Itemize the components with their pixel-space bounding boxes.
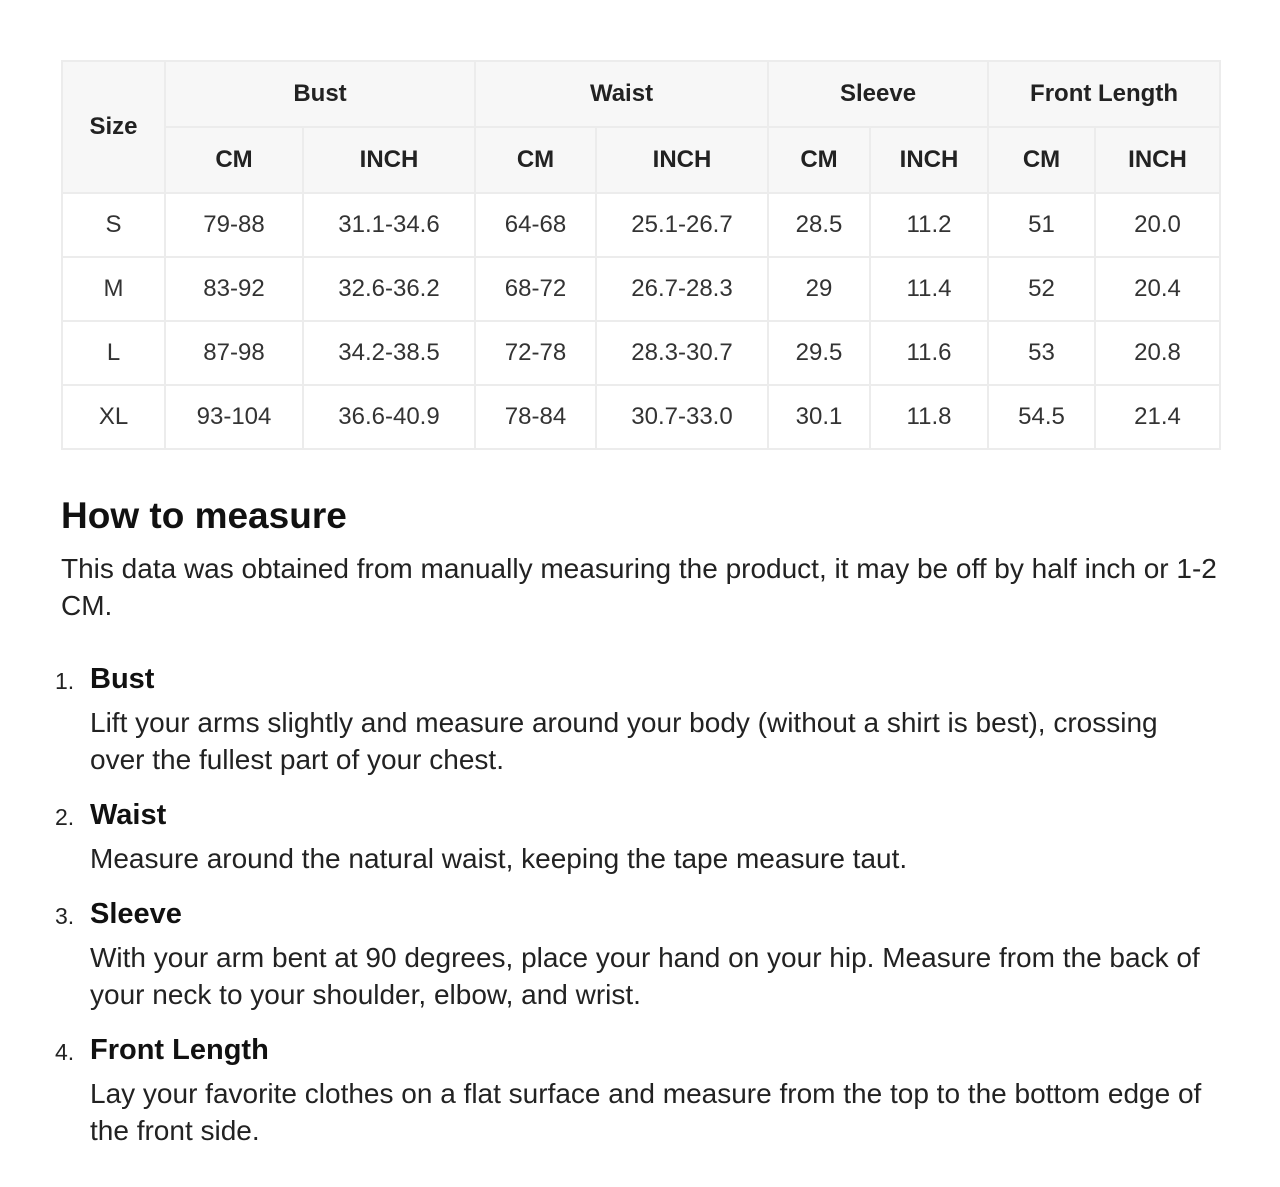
list-item-number: 4.	[55, 1039, 75, 1065]
waist-cm-header: CM	[475, 127, 596, 193]
size-column-header: Size	[62, 61, 165, 193]
table-row	[62, 321, 1220, 385]
list-item-description: Lift your arms slightly and measure around your body (without a shirt is best), crossing over the fullest part of your chest.	[90, 707, 1158, 775]
sleeve-cm-cell: 29	[768, 257, 870, 321]
front-length-group-header: Front Length	[988, 61, 1220, 127]
sleeve-cm-cell: 29.5	[768, 321, 870, 385]
bust-cm-header: CM	[165, 127, 303, 193]
front-length-inch-cell: 20.8	[1095, 321, 1220, 385]
size-cell: S	[62, 193, 165, 257]
bust-inch-cell: 34.2-38.5	[303, 321, 475, 385]
sleeve-inch-cell: 11.8	[870, 385, 988, 449]
list-item	[55, 662, 1219, 778]
list-item	[55, 798, 1219, 877]
list-item-number: 1.	[55, 668, 75, 694]
list-item-title: Front Length	[90, 1034, 269, 1066]
table-body	[62, 193, 1220, 449]
waist-cm-cell: 78-84	[475, 385, 596, 449]
how-to-measure-title: How to measure	[61, 495, 347, 536]
front-length-cm-cell: 52	[988, 257, 1095, 321]
size-cell: M	[62, 257, 165, 321]
list-item-description: Lay your favorite clothes on a flat surface and measure from the top to the bottom edge of the front side.	[90, 1078, 1202, 1146]
table-header	[62, 61, 1220, 193]
bust-cm-cell: 83-92	[165, 257, 303, 321]
waist-group-header: Waist	[475, 61, 768, 127]
size-cell: XL	[62, 385, 165, 449]
waist-cm-cell: 72-78	[475, 321, 596, 385]
front-length-inch-cell: 20.0	[1095, 193, 1220, 257]
list-item-title: Bust	[90, 663, 155, 695]
waist-inch-cell: 28.3-30.7	[596, 321, 768, 385]
waist-inch-cell: 26.7-28.3	[596, 257, 768, 321]
measure-instructions-list	[55, 662, 1219, 1149]
list-item-number: 3.	[55, 903, 75, 929]
bust-cm-cell: 87-98	[165, 321, 303, 385]
front-length-inch-header: INCH	[1095, 127, 1220, 193]
front-length-cm-cell: 51	[988, 193, 1095, 257]
sleeve-cm-cell: 28.5	[768, 193, 870, 257]
list-item-description: With your arm bent at 90 degrees, place your hand on your hip. Measure from the back of your neck to your shoulder, elbow, and wrist.	[90, 942, 1200, 1010]
waist-inch-cell: 25.1-26.7	[596, 193, 768, 257]
front-length-cm-cell: 54.5	[988, 385, 1095, 449]
table-row	[62, 193, 1220, 257]
bust-inch-header: INCH	[303, 127, 475, 193]
sleeve-cm-cell: 30.1	[768, 385, 870, 449]
list-item-description: Measure around the natural waist, keeping the tape measure taut.	[90, 843, 908, 874]
waist-inch-header: INCH	[596, 127, 768, 193]
table-row	[62, 257, 1220, 321]
sleeve-group-header: Sleeve	[768, 61, 988, 127]
table-header-row-groups	[62, 61, 1220, 127]
bust-cm-cell: 79-88	[165, 193, 303, 257]
table-row	[62, 385, 1220, 449]
bust-cm-cell: 93-104	[165, 385, 303, 449]
sleeve-inch-cell: 11.6	[870, 321, 988, 385]
bust-inch-cell: 36.6-40.9	[303, 385, 475, 449]
size-chart-table	[61, 60, 1221, 450]
bust-group-header: Bust	[165, 61, 475, 127]
size-cell: L	[62, 321, 165, 385]
waist-inch-cell: 30.7-33.0	[596, 385, 768, 449]
front-length-inch-cell: 21.4	[1095, 385, 1220, 449]
front-length-inch-cell: 20.4	[1095, 257, 1220, 321]
sleeve-inch-cell: 11.4	[870, 257, 988, 321]
sleeve-cm-header: CM	[768, 127, 870, 193]
bust-inch-cell: 31.1-34.6	[303, 193, 475, 257]
sleeve-inch-header: INCH	[870, 127, 988, 193]
waist-cm-cell: 68-72	[475, 257, 596, 321]
list-item-number: 2.	[55, 804, 75, 830]
front-length-cm-header: CM	[988, 127, 1095, 193]
bust-inch-cell: 32.6-36.2	[303, 257, 475, 321]
waist-cm-cell: 64-68	[475, 193, 596, 257]
measure-intro-text: This data was obtained from manually measuring the product, it may be off by half inch or 1-2 CM.	[61, 553, 1217, 621]
sleeve-inch-cell: 11.2	[870, 193, 988, 257]
list-item	[55, 897, 1219, 1013]
front-length-cm-cell: 53	[988, 321, 1095, 385]
list-item	[55, 1033, 1219, 1149]
table-header-row-units	[62, 127, 1220, 193]
list-item-title: Waist	[90, 799, 167, 831]
list-item-title: Sleeve	[90, 898, 182, 930]
